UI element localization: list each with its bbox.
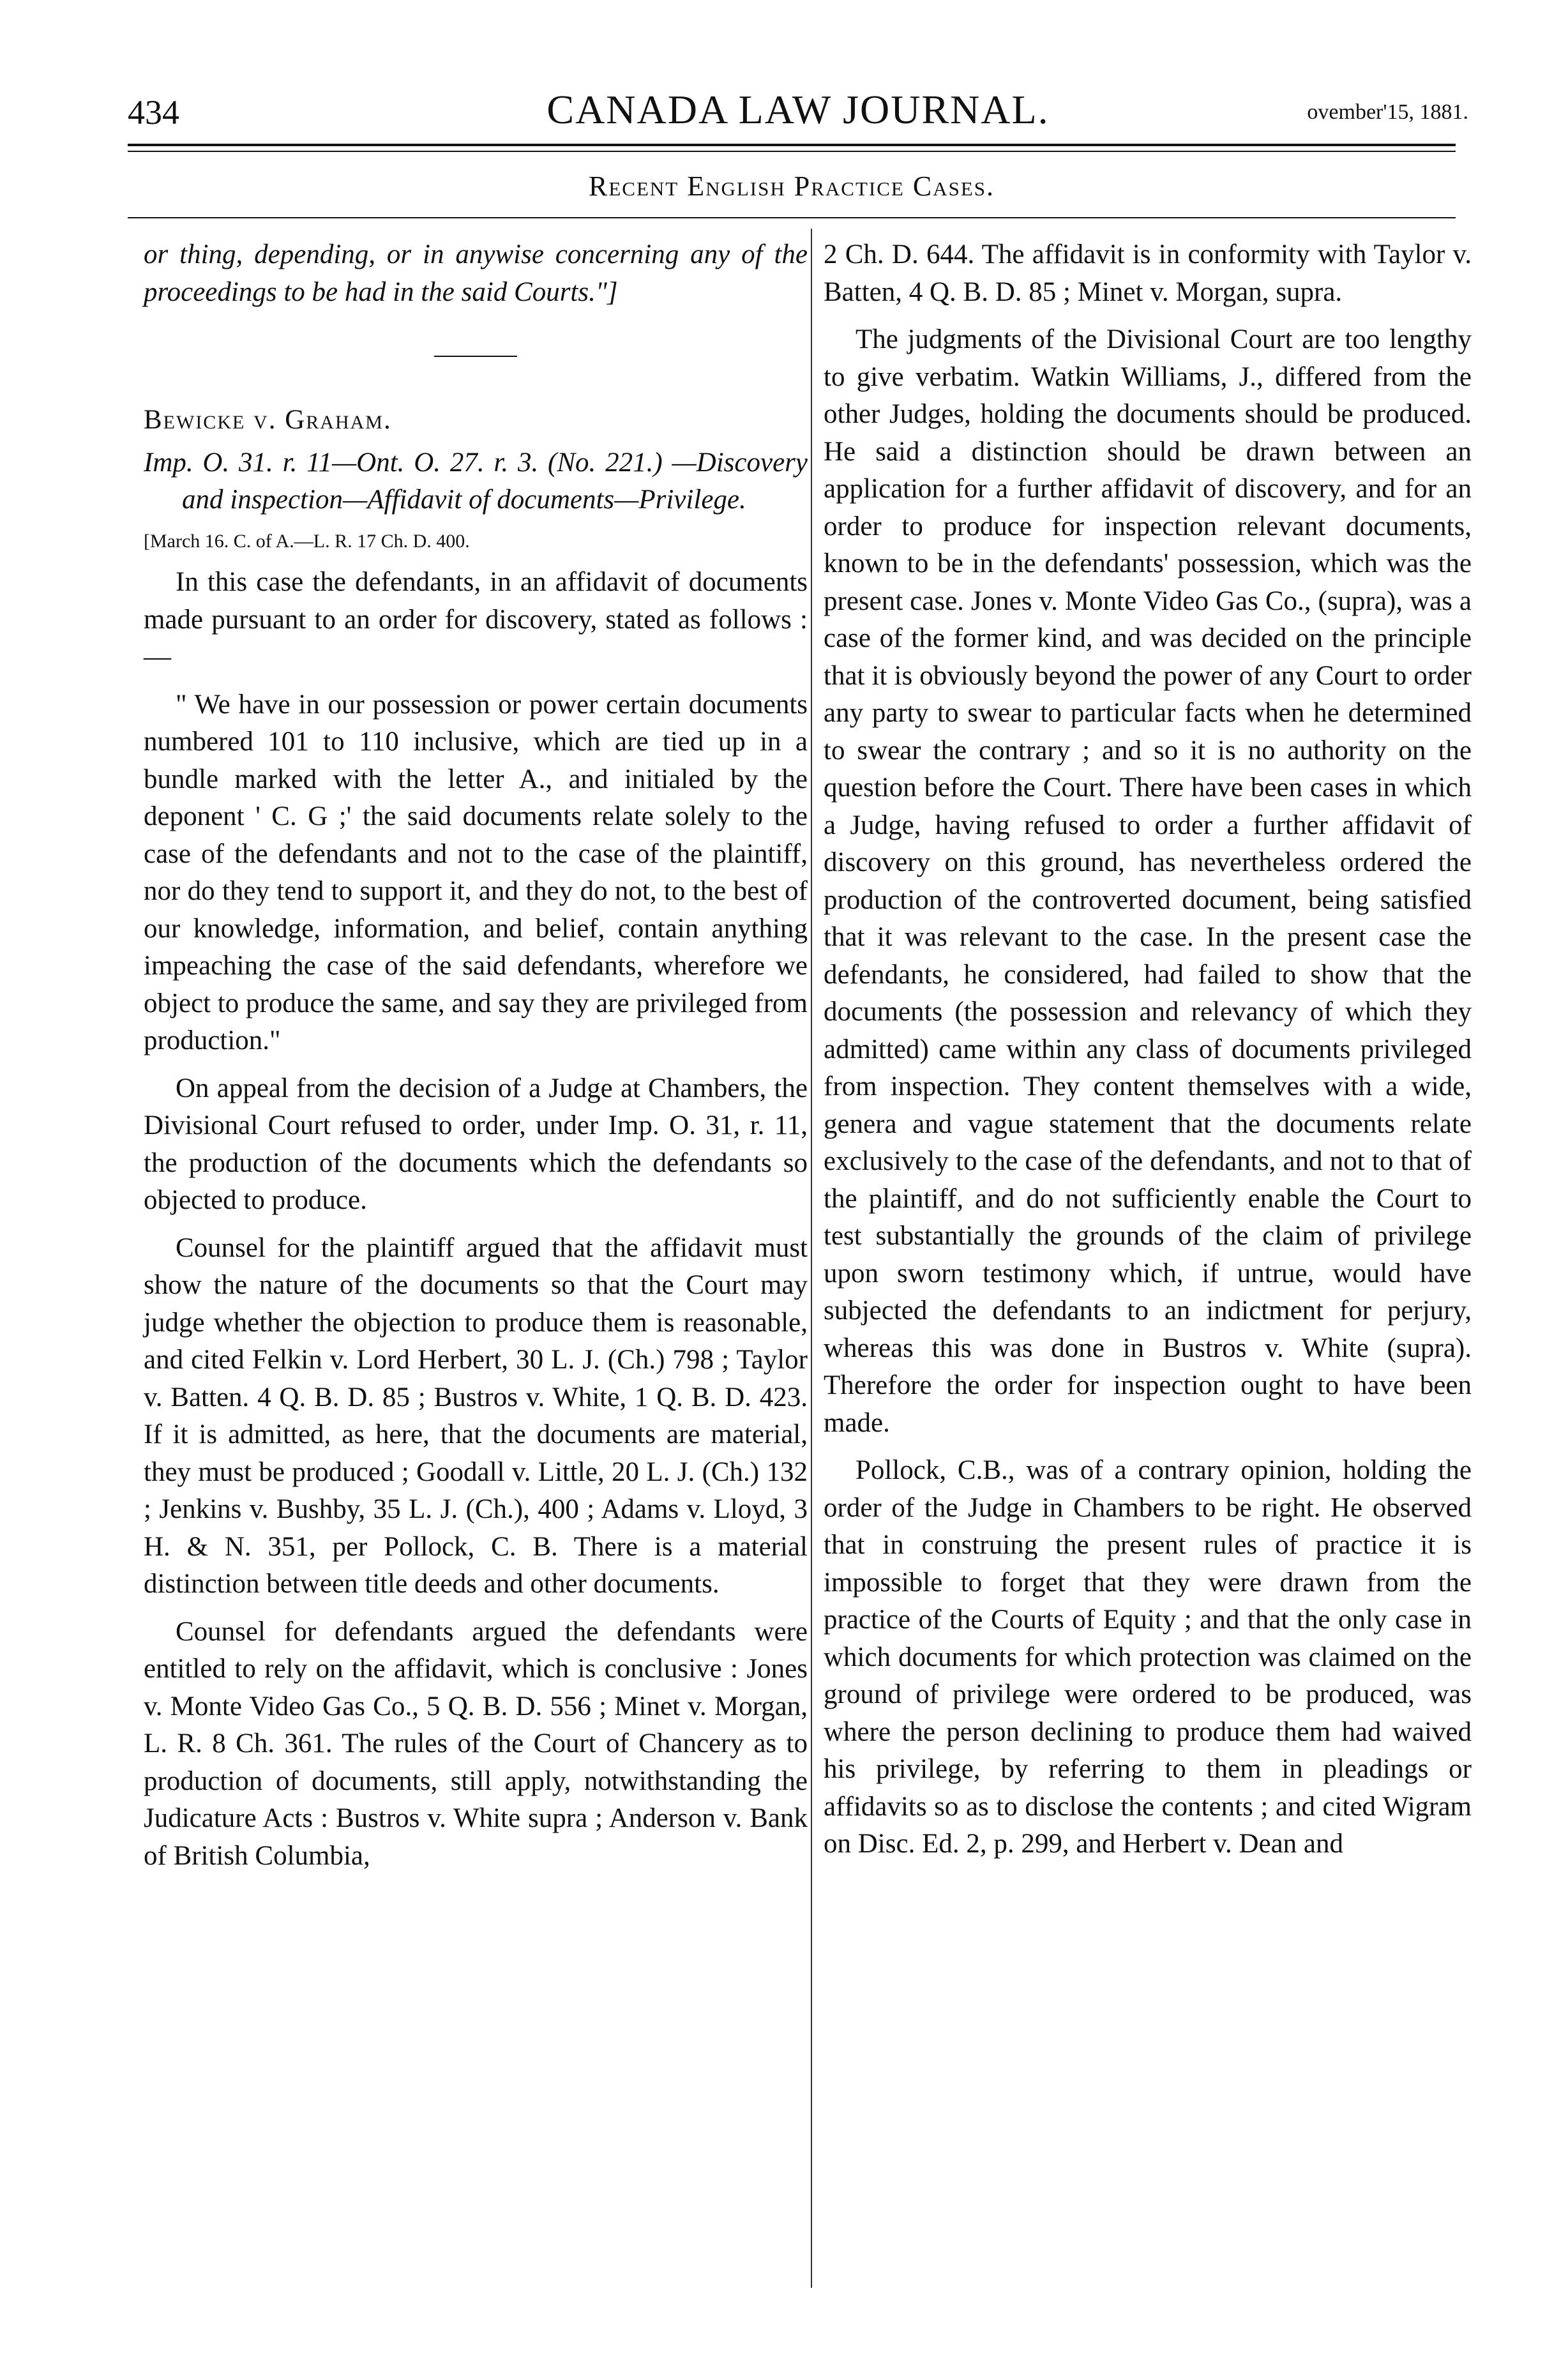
paragraph: Counsel for the plaintiff argued that the affidavit must show the nature of the documents so that the Court may judge whether the objection to produce them is reasonable, and cited Felkin v. Lord Herbert, 30 L. J. (Ch.) 798 ; Taylor v. Batten. 4 Q. B. D. 85 ; Bustros v. White, 1 Q. B. D. 423. If it is admitted, as here, that the documents are material, they must be produced ; Goodall v. Little, 20 L. J. (Ch.) 132 ; Jenkins v. Bushby, 35 L. J. (Ch.), 400 ; Adams v. Lloyd, 3 H. & N. 351, per Pollock, C. B. There is a material distinction between title deeds and other documents.	[144, 1232, 808, 1599]
case-title: Bewicke v. Graham.	[144, 405, 392, 435]
section-rule	[128, 217, 1456, 218]
separator-rule	[434, 356, 517, 357]
left-column	[144, 236, 808, 1885]
case-headnote: Imp. O. 31. r. 11—Ont. O. 27. r. 3. (No. 221.) —Discovery and inspection—Affidavit of documents—Privilege.	[144, 447, 808, 515]
quote-ending: or thing, depending, or in anywise concerning any of the proceedings to be had in the said Courts."]	[144, 239, 808, 307]
paragraph: 2 Ch. D. 644. The affidavit is in conformity with Taylor v. Batten, 4 Q. B. D. 85 ; Minet v. Morgan, supra.	[824, 239, 1472, 307]
page-header	[128, 86, 1468, 144]
paragraph: Pollock, C.B., was of a contrary opinion, holding the order of the Judge in Chambers to be right. He observed that in construing the present rules of practice it is impossible to forget that they were drawn from the practice of the Courts of Equity ; and that the only case in which documents for which protection was claimed on the ground of privilege were ordered to be produced, was where the person declining to produce them had waived his privilege, by referring to them in pleadings or affidavits so as to disclose the contents ; and cited Wigram on Disc. Ed. 2, p. 299, and Herbert v. Dean and	[824, 1455, 1472, 1859]
journal-title: CANADA LAW JOURNAL.	[547, 87, 1050, 132]
header-rule-thin	[128, 151, 1456, 152]
paragraph: In this case the defendants, in an affidavit of documents made pursuant to an order for discovery, stated as follows :—	[144, 567, 808, 672]
issue-date: ovember'15, 1881.	[1307, 100, 1468, 124]
paragraph: Counsel for defendants argued the defendants were entitled to rely on the affidavit, which is conclusive : Jones v. Monte Video Gas Co., 5 Q. B. D. 556 ; Minet v. Morgan, L. R. 8 Ch. 361. The rules of the Court of Chancery as to production of documents, still apply, notwithstanding the Judicature Acts : Bustros v. White supra ; Anderson v. Bank of British Columbia,	[144, 1616, 808, 1871]
section-title: Recent English Practice Cases.	[589, 170, 995, 202]
page-number: 434	[128, 93, 179, 132]
header-rule	[128, 144, 1456, 146]
column-divider	[811, 229, 812, 2288]
case-citation: [March 16. C. of A.—L. R. 17 Ch. D. 400.	[144, 530, 470, 552]
right-column	[824, 236, 1472, 1873]
paragraph: The judgments of the Divisional Court are too lengthy to give verbatim. Watkin Williams, J., differed from the other Judges, holding the documents should be produced. He said a distinction should be drawn between an application for a further affidavit of discovery, and for an order to produce for inspection relevant documents, known to be in the defendants' possession, which was the present case. Jones v. Monte Video Gas Co., (supra), was a case of the former kind, and was decided on the principle that it is obviously beyond the power of any Court to order any party to swear to particular facts when he determined to swear the contrary ; and so it is no authority on the question before the Court. There have been cases in which a Judge, having refused to order a further affidavit of discovery on this ground, has nevertheless ordered the production of the controverted document, being satisfied that it was relevant to the case. In the present case the defendants, he considered, had failed to show that the documents (the possession and relevancy of which they admitted) came within any class of documents privileged from inspection. They content themselves with a wide, genera and vague statement that the documents relate exclusively to the case of the defendants, and not to that of the plaintiff, and do not sufficiently enable the Court to test substantially the grounds of the claim of privilege upon sworn testimony which, if untrue, would have subjected the defendants to an indictment for perjury, whereas this was done in Bustros v. White (supra). Therefore the order for inspection ought to have been made.	[824, 324, 1472, 1438]
paragraph: On appeal from the decision of a Judge at Chambers, the Divisional Court refused to order, under Imp. O. 31, r. 11, the production of the documents which the defendants so objected to produce.	[144, 1073, 808, 1215]
paragraph: " We have in our possession or power certain documents numbered 101 to 110 inclusive, which are tied up in a bundle marked with the letter A., and initialed by the deponent ' C. G ;' the said documents relate solely to the case of the defendants and not to the case of the plaintiff, nor do they tend to support it, and they do not, to the best of our knowledge, information, and belief, contain anything impeaching the case of the said defendants, wherefore we object to produce the same, and say they are privileged from production."	[144, 689, 808, 1055]
